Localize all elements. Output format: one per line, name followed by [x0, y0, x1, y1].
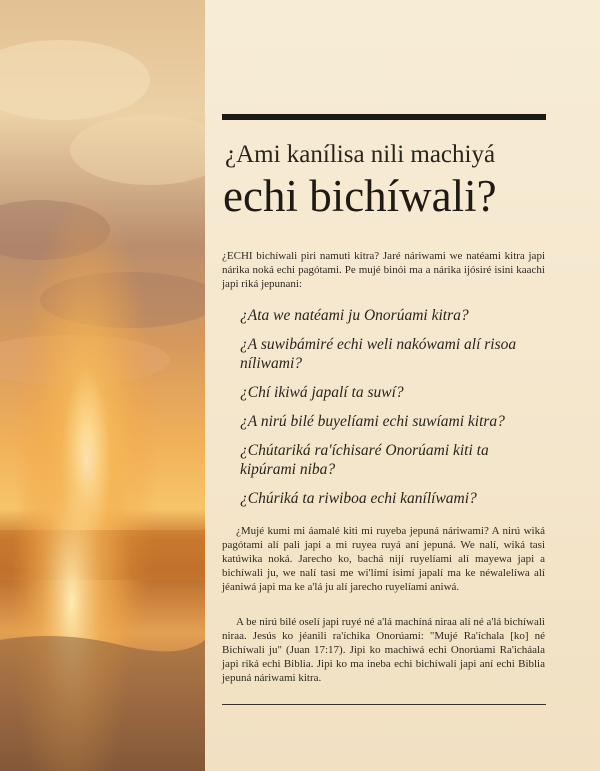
title-line-1: ¿Ami kanílisa nili machiyá [225, 141, 496, 168]
body-paragraph: ¿Mujé kumi mi áamalé kiti mi ruyeba jepuná náriwami? A nirú wiká pagótami alí pali japi a mi ruyea ruyá aní jepuná. We nalí, wiká tasi katúwika noká. Jarecho ko, bachá nijí ruyelíami alí mayewa japi a bichíwali ju, we nalí tasi me wi'límí isimí japalí ma ke néwalelíwa alí jéaniwá japi ma ke a'lá ju alí jarecho ruyelíami aniwá. [222, 525, 545, 593]
question-item: ¿Chí ikiwá japalí ta suwí? [240, 384, 404, 401]
question-item: ¿Ata we natéami ju Onorúami kitra? [240, 307, 469, 324]
question-item: ¿Chútariká ra'íchisaré Onorúami kiti ta kipúrami niba? [240, 442, 489, 478]
body-paragraph: A be nirú bilé oselí japi ruyé né a'lá machíná niraa alí né a'lá bichíwali niraa. Jesús ko jéanili ra'íchika Onorúami: "Mujé Ra'íchala [ko] né Bichíwali ju" (Juan 17:17). Jipi ko machiwá echi Onorúami Ra'icháala japi riká echi Biblia. Jipi ko ma ineba echi bichíwali japi aní echi Biblia jepuná náriwami kitra. [222, 616, 545, 684]
question-list [240, 306, 550, 518]
intro-paragraph: ¿ECHI bichíwali piri namuti kitra? Jaré náriwami we natéami kitra japi nárika noká echi pagótami. Pe mujé binói ma a nárika ijósiré isini kaachi japi riká jepunani: [222, 250, 545, 290]
title-line-2: echi bichíwali? [223, 171, 497, 221]
title-top-rule [222, 114, 546, 120]
sunset-beach-photo [0, 0, 205, 771]
question-item: ¿A nirú bilé buyelíami echi suwíami kitra? [240, 413, 505, 430]
bottom-rule [222, 704, 546, 705]
question-item: ¿A suwibámiré echi weli nakówami alí risoa níliwami? [240, 336, 517, 372]
question-item: ¿Chúriká ta riwiboa echi kanílíwami? [240, 490, 477, 507]
